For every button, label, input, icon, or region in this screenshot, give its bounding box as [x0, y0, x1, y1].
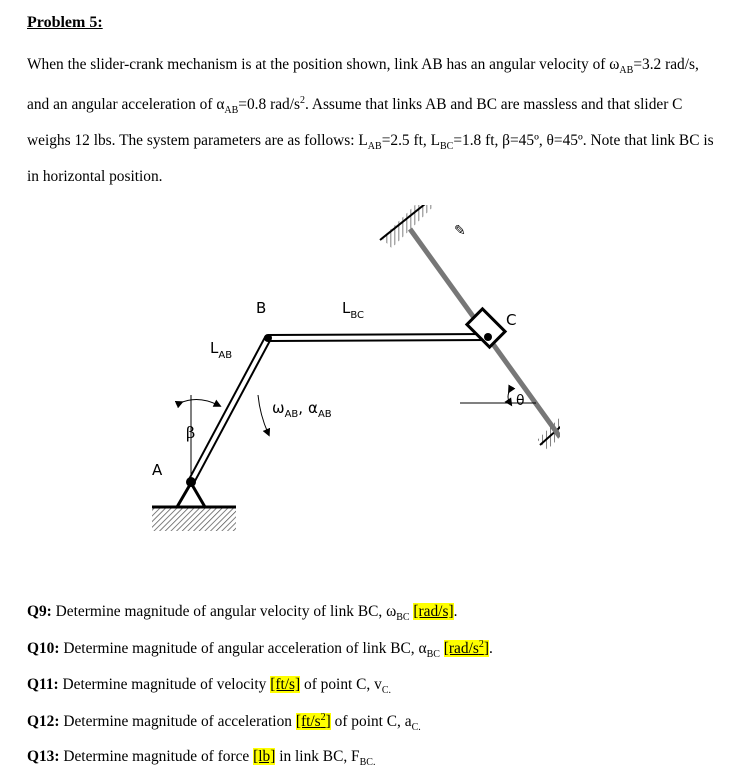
slider-crank-figure	[140, 205, 560, 545]
label-omega-alpha: $\omega_{AB}$, $\alpha_{AB}$	[272, 399, 332, 420]
pin-c	[484, 333, 492, 341]
pin-b	[264, 334, 272, 342]
question-9: Q9: Determine magnitude of angular velocity of link BC, $\omega_{BC}$ [rad/s].	[27, 603, 458, 624]
problem-title: Problem 5:	[27, 14, 103, 31]
label-a: A	[152, 461, 163, 479]
label-lbc: $L_{BC}$	[342, 299, 365, 321]
label-beta: β	[186, 423, 196, 442]
question-10: Q10: Determine magnitude of angular acceleration of link BC, $\alpha_{BC}$ $[rad/s^2]$.	[27, 639, 493, 661]
ground-top	[380, 205, 434, 248]
link-bc	[268, 337, 488, 338]
theta-arc	[508, 390, 510, 403]
label-theta: θ	[516, 393, 525, 409]
label-c: C	[506, 311, 517, 329]
question-11: Q11: Determine magnitude of velocity [ft/s] of point C, $v_{C.}$	[27, 676, 391, 697]
question-12: Q12: Determine magnitude of acceleration $[ft/s^2]$ of point C, $a_{C.}$	[27, 712, 421, 734]
question-13: Q13: Determine magnitude of force [lb] in link BC, $F_{BC.}$	[27, 748, 376, 769]
label-lab: $L_{AB}$	[210, 339, 233, 361]
ground-support-a	[152, 483, 236, 531]
pencil-icon: ✎	[454, 223, 466, 239]
beta-arc	[180, 399, 218, 405]
label-b: B	[256, 299, 267, 317]
omega-arc-arrow	[258, 395, 268, 433]
problem-statement: When the slider-crank mechanism is at the position shown, link AB has an angular velocity of $\omega_{AB}=3.2$ rad/s, and an angular acceleration of $\alpha_{AB}=0.8$ rad/$s^2$. Assume that links AB and BC are massless and that slider C weighs 12 lbs. The system parameters are as follows: $L_{AB}=2.5$ ft, $L_{BC}=1.8$ ft, β=45º, θ=45º. Note that link BC is in horizontal position.	[27, 56, 714, 186]
